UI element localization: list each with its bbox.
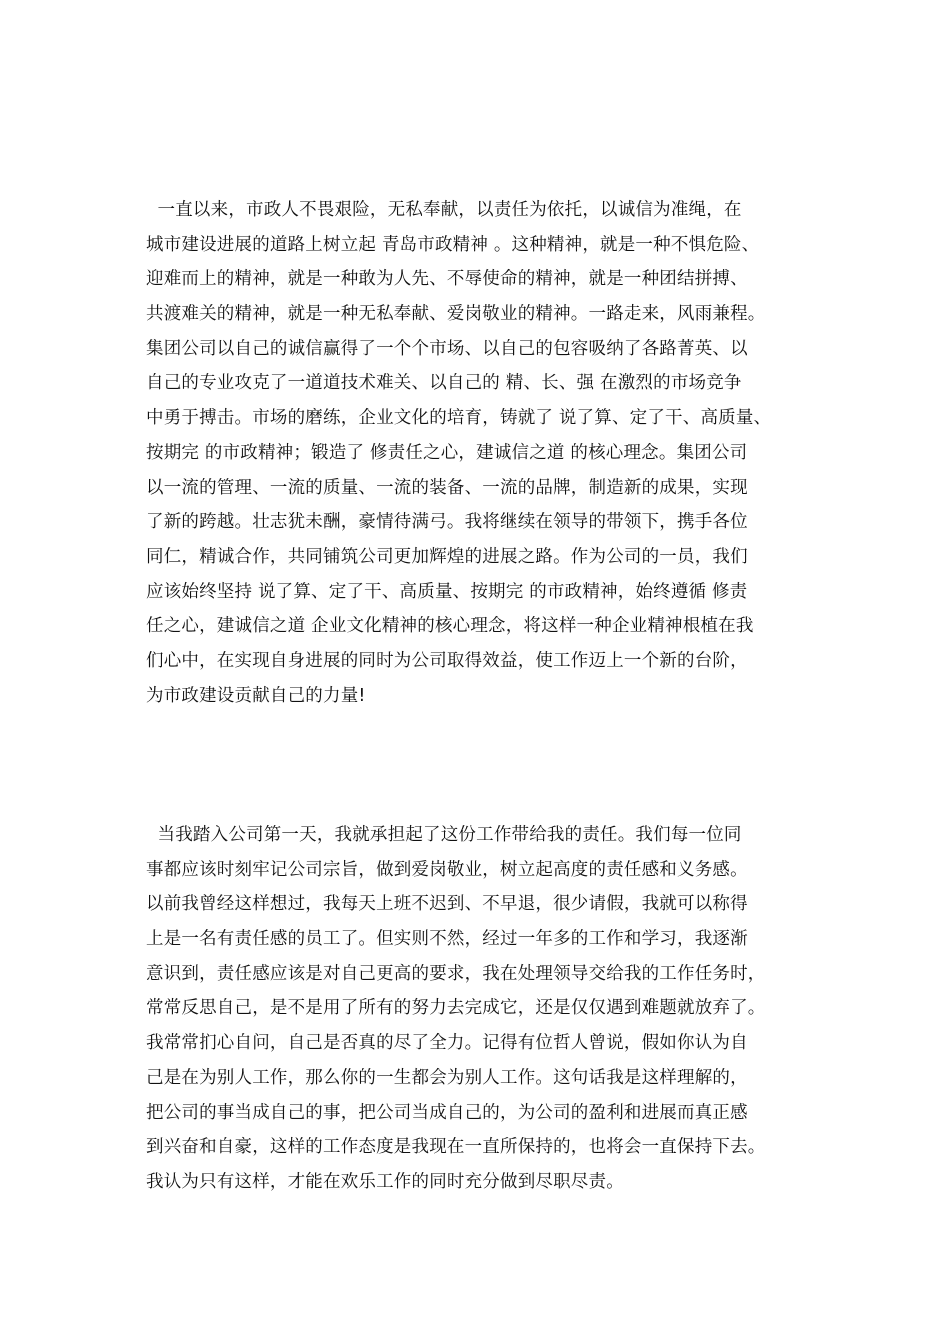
text-line: 一直以来，市政人不畏艰险，无私奉献，以责任为依托，以诚信为准绳，在 (146, 200, 742, 220)
text-line: 事都应该时刻牢记公司宗旨，做到爱岗敬业，树立起高度的责任感和义务感。 (146, 859, 748, 880)
text-line: 迎难而上的精神，就是一种敢为人先、不辱使命的精神，就是一种团结拼搏、 (146, 269, 748, 290)
text-line: 按期完 的市政精神；锻造了 修责任之心，建诚信之道 的核心理念。集团公司 (146, 442, 748, 463)
text-line: 到兴奋和自豪，这样的工作态度是我现在一直所保持的，也将会一直保持下去。 (146, 1137, 766, 1158)
text-line: 共渡难关的精神，就是一种无私奉献、爱岗敬业的精神。一路走来，风雨兼程。 (146, 304, 766, 325)
text-line: 应该始终坚持 说了算、定了干、高质量、按期完 的市政精神，始终遵循 修责 (146, 581, 748, 602)
text-line: 为市政建设贡献自己的力量! (146, 685, 366, 706)
text-line: 把公司的事当成自己的事，把公司当成自己的，为公司的盈利和进展而真正感 (146, 1102, 748, 1123)
text-line: 以一流的管理、一流的质量、一流的装备、一流的品牌，制造新的成果，实现 (146, 477, 748, 498)
text-line: 以前我曾经这样想过，我每天上班不迟到、不早退，很少请假，我就可以称得 (146, 894, 748, 915)
text-line: 任之心，建诚信之道 企业文化精神的核心理念，将这样一种企业精神根植在我 (146, 616, 754, 637)
text-line: 当我踏入公司第一天，我就承担起了这份工作带给我的责任。我们每一位同 (146, 825, 742, 845)
text-line: 己是在为别人工作，那么你的一生都会为别人工作。这句话我是这样理解的， (146, 1067, 748, 1088)
text-line: 我认为只有这样，才能在欢乐工作的同时充分做到尽职尽责。 (146, 1171, 624, 1192)
paragraph-responsibility (146, 818, 826, 1200)
text-line: 常常反思自己，是不是用了所有的努力去完成它，还是仅仅遇到难题就放弃了。 (146, 998, 766, 1019)
text-line: 上是一名有责任感的员工了。但实则不然，经过一年多的工作和学习，我逐渐 (146, 929, 748, 950)
paragraph-municipal-spirit (146, 193, 826, 713)
text-line: 意识到，责任感应该是对自己更高的要求，我在处理领导交给我的工作任务时， (146, 963, 766, 984)
text-line: 们心中，在实现自身进展的同时为公司取得效益，使工作迈上一个新的台阶， (146, 650, 748, 671)
text-line: 中勇于搏击。市场的磨练，企业文化的培育，铸就了 说了算、定了干、高质量、 (146, 408, 772, 429)
text-line: 集团公司以自己的诚信赢得了一个个市场、以自己的包容吸纳了各路菁英、以 (146, 338, 748, 359)
text-line: 我常常扪心自问，自己是否真的尽了全力。记得有位哲人曾说，假如你认为自 (146, 1033, 748, 1054)
text-line: 了新的跨越。壮志犹未酬，豪情待满弓。我将继续在领导的带领下，携手各位 (146, 512, 748, 533)
text-line: 自己的专业攻克了一道道技术难关、以自己的 精、长、强 在激烈的市场竞争 (146, 373, 742, 394)
text-line: 城市建设进展的道路上树立起 青岛市政精神 。这种精神，就是一种不惧危险、 (146, 234, 760, 255)
text-line: 同仁，精诚合作，共同铺筑公司更加辉煌的进展之路。作为公司的一员，我们 (146, 546, 748, 567)
